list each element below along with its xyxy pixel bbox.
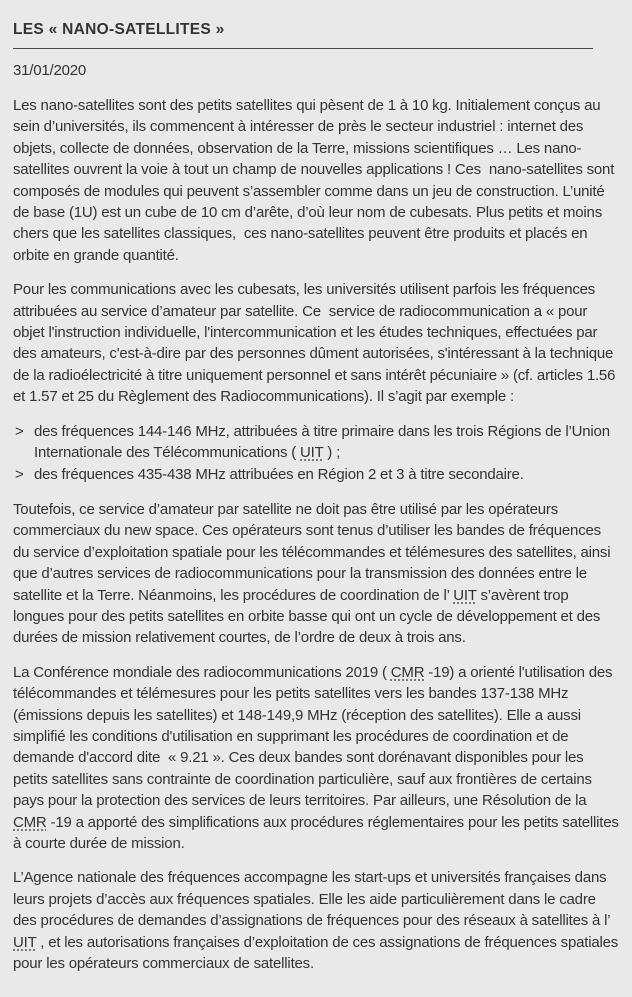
article-body bbox=[13, 95, 623, 974]
link-uit[interactable]: UIT bbox=[300, 444, 324, 462]
text-run: -19 a apporté des simplifications aux procédures réglementaires pour les petits satellites à courte durée de mission. bbox=[13, 813, 623, 852]
paragraph bbox=[13, 279, 619, 407]
text-run: Les nano-satellites sont des petits satellites qui pèsent de 1 à 10 kg. Initialement conçus au sein d’universités, ils commencent à intéresser de près le secteur industriel : internet des objets, collecte de données, observation de la Terre, missions scientifiques … Les nano-satellites ouvrent la voie à tout un champ de nouvelles applications ! Ces nano-satellites sont composés de modules qui peuvent s’assembler comme dans un jeu de construction. L’unité de base (1U) est un cube de 10 cm d’arête, d’où leur nom de cubesats. Plus petits et moins chers que les satellites classiques, ces nano-satellites peuvent être produits et placés en orbite en grande quantité. bbox=[13, 97, 619, 264]
text-run: ) ; bbox=[323, 444, 341, 462]
text-run: des fréquences 144-146 MHz, attribuées à titre primaire dans les trois Régions de l’Union Internationale des Télécommunications ( bbox=[34, 422, 614, 462]
text-run: -19) a orienté l'utilisation des télécommandes et télémesures pour les petits satellites vers les bandes 137-138 MHz (émissions depuis les satellites) et 148-149,9 MHz (réception des satellites). Elle a aussi simplifié les conditions d'utilisation en supprimant les procédures de coordination et de demande d'accord dite « 9.21 ». Ces deux bandes sont dorénavant disponibles pour les petits satellites sans contrainte de coordination particulière, sauf aux frontières de certains pays pour la protection des services de leurs territoires. Par ailleurs, une Résolution de la bbox=[13, 663, 617, 810]
paragraph bbox=[13, 499, 619, 649]
text-run: L’Agence nationale des fréquences accompagne les start-ups et universités françaises dans leurs projets d’accès aux fréquences spatiales. Elle les aide particulièrement dans le cadre des procédures de demandes d’assignations de fréquences pour des réseaux à satellites à l’ bbox=[13, 869, 614, 930]
text-run: Pour les communications avec les cubesats, les universités utilisent parfois les fréquences attribuées au service d’amateur par satellite. Ce service de radiocommunication a « pour objet l'instruction individuelle, l'intercommunication et les études techniques, effectuées par des amateurs, c'est-à-dire par des personnes dûment autorisées, s'intéressant à la technique de la radioélectricité à titre uniquement personnel et sans intérêt pécuniaire » (cf. articles 1.56 et 1.57 et 25 du Règlement des Radiocommunications). Il s’agit par exemple : bbox=[13, 281, 620, 406]
page-title: LES « NANO-SATELLITES » bbox=[13, 21, 225, 38]
list-item bbox=[15, 464, 619, 485]
text-run: La Conférence mondiale des radiocommunications 2019 ( bbox=[13, 663, 391, 681]
text-run: des fréquences 435-438 MHz attribuées en Région 2 et 3 à titre secondaire. bbox=[34, 465, 524, 483]
article-date: 31/01/2020 bbox=[13, 62, 87, 79]
link-cmr[interactable]: CMR bbox=[13, 813, 47, 831]
paragraph bbox=[13, 867, 623, 974]
link-uit[interactable]: UIT bbox=[453, 586, 477, 604]
paragraph bbox=[13, 662, 623, 855]
text-run: , et les autorisations françaises d’exploitation de ces assignations de fréquences spatiales pour les opérateurs commerciaux de satellites. bbox=[13, 933, 623, 973]
list-bullet: > bbox=[15, 465, 24, 483]
link-uit[interactable]: UIT bbox=[13, 933, 37, 951]
list-bullet: > bbox=[15, 422, 24, 440]
frequency-list bbox=[13, 421, 619, 485]
text-run: s’avèrent trop longues pour des petits satellites en orbite basse qui ont un cycle de développement et des durées de mission relativement courtes, de l’ordre de deux à trois ans. bbox=[13, 586, 605, 647]
list-item bbox=[15, 421, 619, 464]
title-divider bbox=[13, 48, 593, 49]
paragraph bbox=[13, 95, 619, 266]
link-cmr[interactable]: CMR bbox=[390, 663, 425, 681]
text-run: Toutefois, ce service d’amateur par satellite ne doit pas être utilisé par les opérateurs commerciaux du new space. Ces opérateurs sont tenus d’utiliser les bandes de fréquences du service d’exploitation spatiale pour les télécommandes et télémesures des satellites, ainsi que d’autres services de radiocommunications pour la transmission des données entre le satellite et la Terre. Néanmoins, les procédures de coordination de l’ bbox=[13, 500, 615, 604]
